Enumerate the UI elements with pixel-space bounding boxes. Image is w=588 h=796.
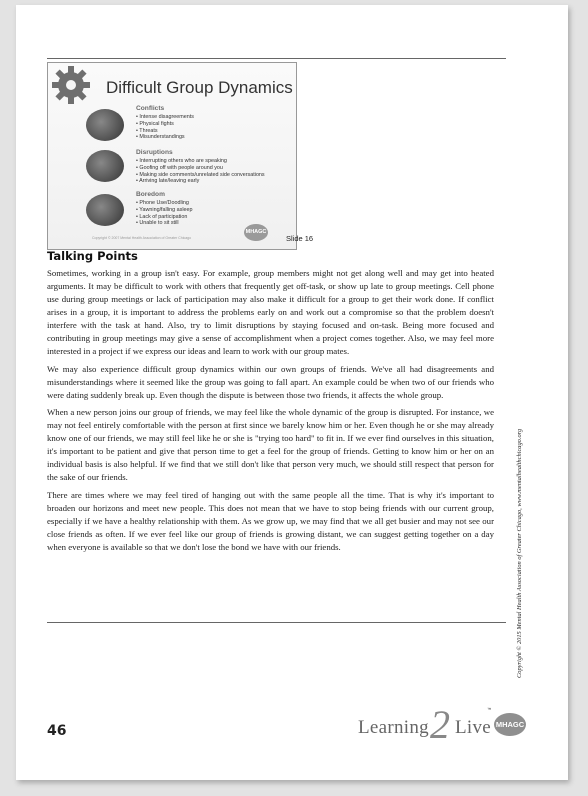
slide-copyright: Copyright © 2007 Mental Health Association of Greater Chicago	[92, 236, 192, 240]
slide-bullet: • Misunderstandings	[136, 134, 185, 141]
slide-bullet: • Making side comments/unrelated side conversations	[136, 171, 265, 178]
body-text	[47, 267, 494, 559]
slide-bullet: • Interrupting others who are speaking	[136, 158, 227, 164]
slide-heading-conflicts: Conflicts	[136, 105, 165, 112]
slide-bullet: • Threats	[136, 127, 158, 134]
slide-bullet: • Physical fights	[136, 120, 174, 127]
logo-word-left: Learning	[358, 717, 429, 738]
trademark-mark: ™	[487, 707, 492, 712]
slide-photo-boredom	[86, 194, 124, 226]
slide-heading-disruptions: Disruptions	[136, 149, 173, 156]
logo-word-right: Live	[454, 717, 492, 738]
slide-photo-disruptions	[86, 150, 124, 182]
paragraph: When a new person joins our group of friends, we may feel like the whole dynamic of the group is disrupted. For instance, we may not feel entirely comfortable with the person at first since we barely know him or her. Even though he or she may already know one of our friends, we may still feel like he or she is "trying too hard" to fit in. If we ever find ourselves in this situation, it's important to be patient and give that person time to get a feel for the group of friends. Getting to know him or her on an individual basis is also helpful. If we find that we still don't like that person very much, we should still respect that person for the sake of our friends.	[47, 407, 494, 483]
slide-bullet: • Yawning/falling asleep	[136, 206, 193, 213]
paragraph: We may also experience difficult group dynamics within our own groups of friends. We've all had disagreements and misunderstandings where it seemed like the group was going to fall apart. An example could be when two of our friends who were dating suddenly break up. Even though the dispute is between those two friends, it affects the whole group.	[47, 363, 494, 400]
slide-photo-conflicts	[86, 109, 124, 141]
paragraph: Sometimes, working in a group isn't easy. For example, group members might not get along well and may get into heated arguments. It may be difficult to work with others that frequently get off-task, or show up late to group meetings. Cell phone use during group meetings or lack of participation may also make it difficult for a group to get their work done. If conflict arises in a group, it is important to address the problems early on and work out a compromise so that the problem doesn't interfere with the task at hand. Also, try to limit disruptions by staying focused and on-task. Being more focused and contributing in group meetings may give a sense of accomplishment when a project comes together. Also, we may feel more interested in a project if we express our ideas and learn to work with our group mates.	[47, 268, 494, 357]
side-copyright	[516, 378, 526, 678]
top-divider	[47, 58, 506, 59]
slide-heading-boredom: Boredom	[136, 191, 165, 198]
slide-bullet-list-disruptions	[136, 158, 265, 185]
mhagc-logo: MHAGC	[494, 713, 526, 736]
page-number: 46	[47, 723, 67, 739]
document-page	[16, 5, 568, 780]
gear-icon	[51, 65, 91, 105]
slide-bullet: • Lack of participation	[136, 213, 188, 220]
paragraph: There are times where we may feel tired of hanging out with the same people all the time. That is why it's important to broaden our horizons and meet new people. This does not mean that we have to stop being friends with our current group, especially if we have a healthy relationship with them. As we grow up, we may find that we all get busier and may not see our close friends as often. If we ever feel like our group of friends is growing distant, we can suggest getting together on a day when everyone is available so that we don't lose the bond we have with our friends.	[47, 489, 494, 553]
slide-mhagc-badge: MHAGC	[244, 224, 268, 241]
slide-bullet: • Phone Use/Doodling	[136, 200, 189, 206]
slide-bullet: • Goofing off with people around you	[136, 164, 223, 171]
side-copyright-text: Copyright © 2015 Mental Health Association of Greater Chicago, www.mentalhealthchicago.org	[516, 428, 523, 678]
section-heading: Talking Points	[47, 249, 138, 263]
slide-number-label: Slide 16	[286, 234, 314, 243]
slide-bullet: • Unable to sit still	[136, 220, 179, 227]
bottom-divider	[47, 622, 506, 623]
slide-bullet-list-boredom	[136, 200, 193, 227]
slide-bullet: • Arriving late/leaving early	[136, 178, 200, 185]
learning2live-logo	[358, 717, 491, 739]
slide-thumbnail	[47, 62, 297, 250]
slide-title: Difficult Group Dynamics	[106, 78, 293, 97]
logo-number: 2	[430, 702, 450, 747]
slide-bullet-list-conflicts	[136, 114, 194, 141]
slide-bullet: • Intense disagreements	[136, 114, 194, 120]
